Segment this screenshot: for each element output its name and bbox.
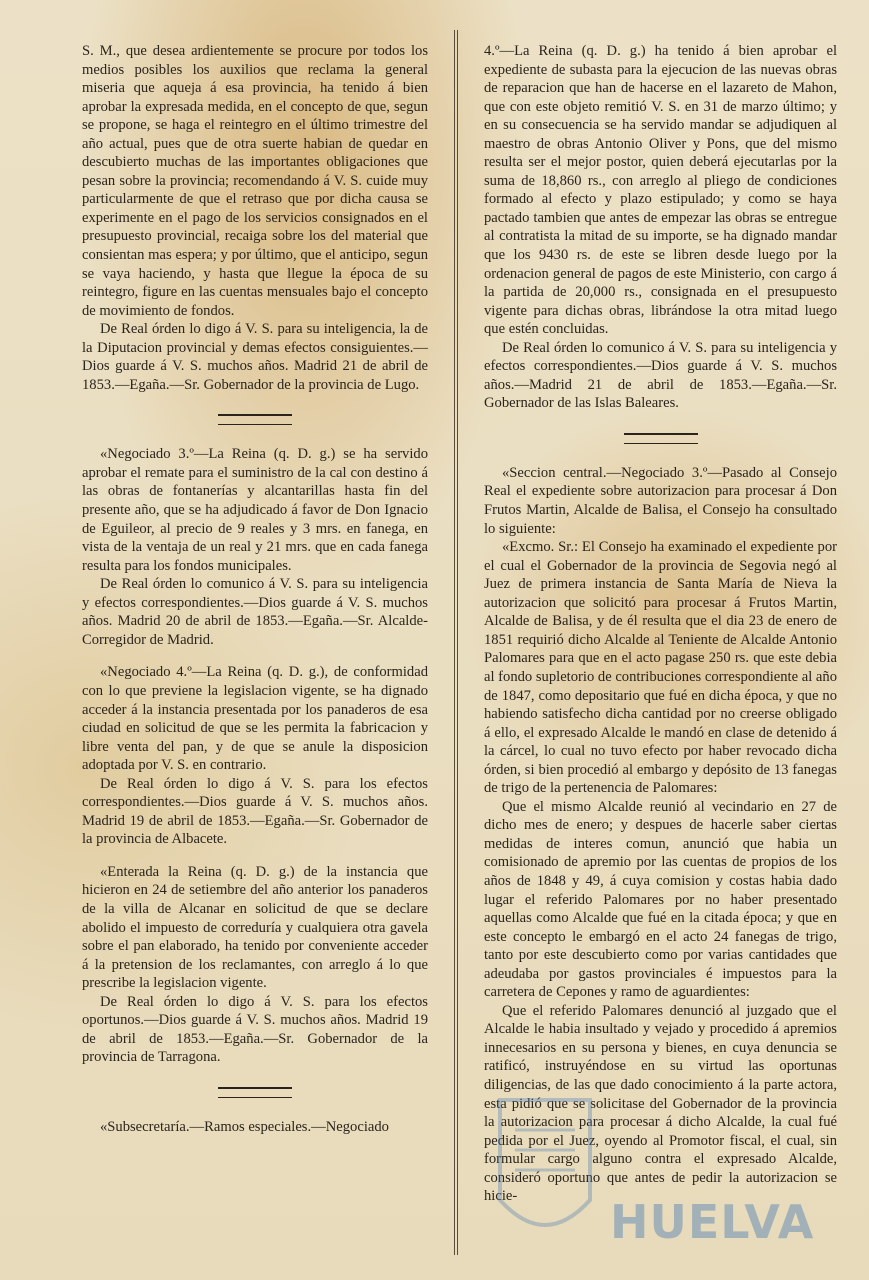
paragraph: De Real órden lo digo á V. S. para su inteligencia, la de la Diputacion provincial y demas efectos consiguientes.—Dios guarde á V. S. muchos años. Madrid 21 de abril de 1853.—Egaña.—Sr. Gobernador de la provincia de Lugo.: [82, 321, 428, 393]
spacer: [82, 649, 428, 663]
paragraph: «Subsecretaría.—Ramos especiales.—Negociado: [100, 1118, 389, 1135]
paragraph: De Real órden lo digo á V. S. para los efectos oportunos.—Dios guarde á V. S. muchos años. Madrid 19 de abril de 1853.—Egaña.—Sr. Gobernador de la provincia de Tarragona.: [82, 993, 428, 1066]
paragraph: «Negociado 4.º—La Reina (q. D. g.), de conformidad con lo que previene la legislacion vigente, se ha dignado acceder á la instancia presentada por los panaderos de esa ciudad en solicitud de que se les permita la fabricacion y libre venta del pan, y de que se anule la disposicion adoptada por V. S. en contrario.: [82, 664, 428, 774]
paragraph: Que el mismo Alcalde reunió al vecindario en 27 de dicho mes de enero; y despues de hacerle saber ciertas medidas de interes comun, anunció que habia un comisionado de apremio por las cuentas de propios de los años de 1848 y 49, á cuya comision y costas habia dado lugar el referido Palomares por no haber presentado aquellas como Alcalde que fué en la citada época; y que en este concepto le embargó en el acto 24 fanegas de trigo, tanto por este descubierto como por varias cantidades que adeudaba por gastos provinciales é impuestos para la carretera de Cepones y ramo de aguardientes:: [484, 798, 837, 1001]
paragraph: De Real órden lo comunico á V. S. para su inteligencia y efectos correspondientes.—Dios guarde á V. S. muchos años.—Madrid 21 de abril de 1853.—Egaña.—Sr. Gobernador de las Islas Baleares.: [484, 339, 837, 412]
paragraph: Que el referido Palomares denunció al juzgado que el Alcalde le habia insultado y vejado y procedido á apremios innecesarios en su persona y bienes, en cuya denuncia se ratificó, instruyéndose en su virtud las oportunas diligencias, de las que dado conocimiento á la parte actora, esta pidió que se solicitase del Gobernador de la provincia la autorizacion para procesar á dicho Alcalde, la cual fué pedida por el Juez, oyendo al Promotor fiscal, el cual, sin formular cargo alguno contra el expresado Alcalde, consideró oportuno que antes de pedir la autorizacion se hicie-: [484, 1002, 837, 1205]
left-column: [82, 42, 428, 1136]
column-divider-inner: [457, 30, 458, 1255]
paragraph: S. M., que desea ardientemente se procure por todos los medios posibles los auxilios que reclama la general miseria que aqueja á esa provincia, ha tenido á bien aprobar la expresada medida, en el concepto de que, segun se propone, se haga el reintegro en el último trimestre del año actual, pues que de otra suerte habian de quedar en descubierto muchas de las importantes obligaciones que pesan sobre la provincia; recomendando á V. S. cuide muy particularmente de que el retraso que por dicha causa se experimente en el pago de los servicios consignados en el presupuesto provincial, recaiga sobre los del material que consientan mas espera; y por último, que el anticipo, segun se vaya haciendo, y hasta que llegue la época de su reintegro, figure en las cuentas mensuales bajo el concepto de movimiento de fondos.: [82, 43, 428, 319]
column-divider: [454, 30, 455, 1255]
paragraph: De Real órden lo digo á V. S. para los efectos correspondientes.—Dios guarde á V. S. muchos años. Madrid 19 de abril de 1853.—Egaña.—Sr. Gobernador de la provincia de Albacete.: [82, 775, 428, 848]
section-separator: [218, 414, 292, 425]
spacer: [82, 849, 428, 863]
paragraph: De Real órden lo comunico á V. S. para su inteligencia y efectos correspondientes.—Dios guarde á V. S. muchos años. Madrid 20 de abril de 1853.—Egaña.—Sr. Alcalde-Corregidor de Madrid.: [82, 576, 428, 648]
paragraph: «Enterada la Reina (q. D. g.) de la instancia que hicieron en 24 de setiembre del año anterior los panaderos de la villa de Alcanar en solicitud de que se declare abolido el impuesto de correduría y cualquiera otra gavela sobre el pan elaborado, ha tenido por conveniente acceder á la pretension de los reclamantes, con arreglo á lo que prescribe la legislacion vigente.: [82, 863, 428, 992]
paragraph: «Seccion central.—Negociado 3.º—Pasado al Consejo Real el expediente sobre autorizacion para procesar á Don Frutos Martin, Alcalde de Balisa, el Consejo ha consultado lo siguiente:: [484, 464, 837, 537]
section-separator: [624, 433, 698, 444]
right-column: [484, 42, 837, 1206]
section-separator: [218, 1087, 292, 1098]
paragraph: «Negociado 3.º—La Reina (q. D. g.) se ha servido aprobar el remate para el suministro de la cal con destino á las obras de fontanerías y alcantarillas hasta fin del presente año, que se ha adjudicado á favor de Don Ignacio de Eguileor, al precio de 9 reales y 3 mrs. en fanega, en vista de la ventaja de un real y 21 mrs. que en cada fanega resulta para los fondos municipales.: [82, 446, 428, 574]
paragraph: «Excmo. Sr.: El Consejo ha examinado el expediente por el cual el Gobernador de la provincia de Segovia negó al Juez de primera instancia de Santa María de Nieva la autorizacion que solicitó para procesar á Frutos Martin, Alcalde de Balisa, y de él resulta que el dia 23 de enero de 1851 requirió dicho Alcalde al Teniente de Alcalde Antonio Palomares para que en el acto pagase 250 rs. que este debia al fondo supletorio de contribuciones correspondiente al año de 1847, como depositario que fué en dicha época, y que no habiendo satisfecho dicha cantidad por no creerse obligado á ello, el expresado Alcalde le mandó en clase de detenido á la cárcel, lo cual no tuvo efecto por haber revocado dicha órden, si bien procedió al embargo y depósito de 13 fanegas de trigo de la pertenencia de Palomares:: [484, 539, 837, 797]
watermark-text: HUELVA: [610, 1195, 815, 1249]
paragraph: 4.º—La Reina (q. D. g.) ha tenido á bien aprobar el expediente de subasta para la ejecucion de las nuevas obras de reparacion que han de hacerse en el lazareto de Mahon, que con este objeto remitió V. S. en 31 de marzo último; y en su consecuencia se ha servido mandar se adjudiquen al maestro de obras Antonio Oliver y Pons, que del mismo resulta ser el mejor postor, quien deberá ejecutarlas por la suma de 18,860 rs., con arreglo al pliego de condiciones formado al efecto y plazo estipulado; y como se haya pactado tambien que antes de empezar las obras se entregue al contratista la mitad de su importe, se ha dignado mandar que los 9430 rs. de este se libren desde luego por la ordenacion general de pagos de este Ministerio, con cargo á la partida de 20,000 rs., consignada en el presupuesto vigente para dichas obras, librándose la otra mitad luego que estén concluidas.: [484, 43, 837, 338]
